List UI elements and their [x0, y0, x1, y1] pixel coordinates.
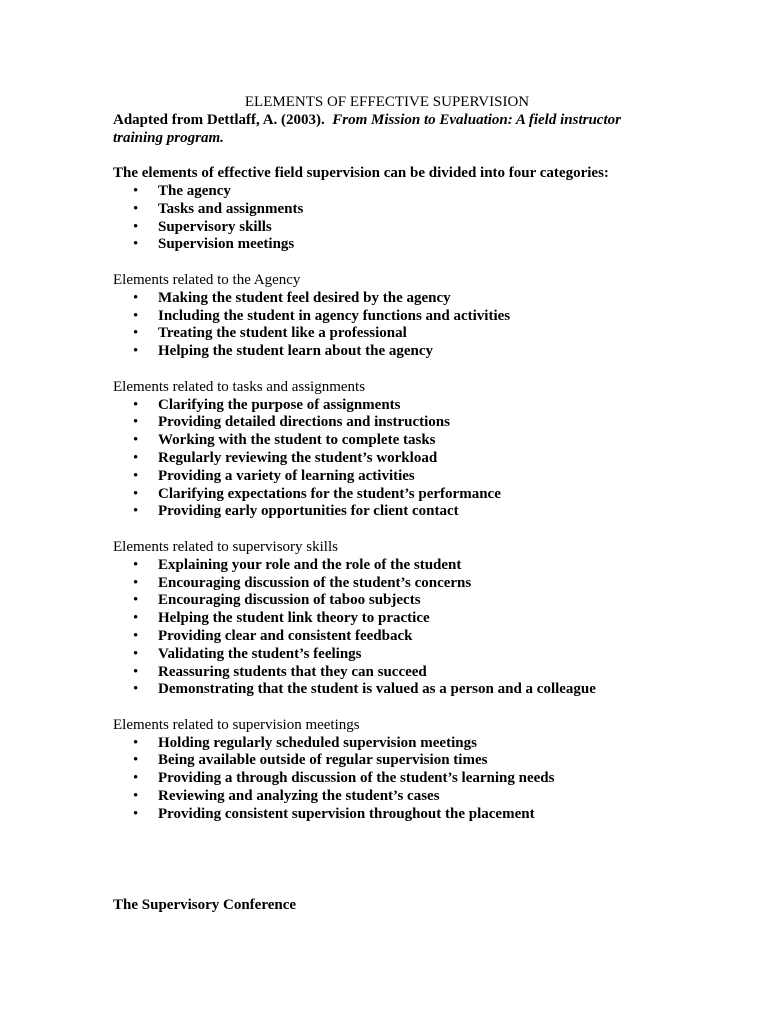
bullet-icon: •	[133, 503, 139, 520]
list-item: • Tasks and assignments	[133, 200, 304, 217]
section-heading-tasks: Elements related to tasks and assignments	[113, 378, 366, 395]
section-list-skills	[113, 557, 653, 699]
bullet-icon: •	[133, 788, 139, 805]
bullet-icon: •	[133, 592, 139, 609]
list-item: • Being available outside of regular supervision times	[133, 752, 488, 769]
bullet-icon: •	[133, 218, 139, 235]
list-item: • Helping the student learn about the agency	[133, 343, 434, 360]
bullet-icon: •	[133, 236, 139, 253]
list-item: • Demonstrating that the student is valued as a person and a colleague	[133, 681, 596, 698]
bullet-icon: •	[133, 307, 139, 324]
list-item: • Making the student feel desired by the agency	[133, 289, 451, 306]
list-item: • Supervisory skills	[133, 218, 272, 235]
list-item: • Supervision meetings	[133, 236, 295, 253]
bullet-icon: •	[133, 432, 139, 449]
list-item: • Including the student in agency functions and activities	[133, 307, 511, 324]
bullet-icon: •	[133, 289, 139, 306]
list-item: • Validating the student’s feelings	[133, 645, 362, 662]
bullet-icon: •	[133, 681, 139, 698]
list-item: • Providing a variety of learning activities	[133, 467, 415, 484]
bullet-icon: •	[133, 556, 139, 573]
bullet-icon: •	[133, 805, 139, 822]
bullet-icon: •	[133, 574, 139, 591]
section-list-tasks	[113, 397, 653, 522]
section-heading-agency: Elements related to the Agency	[113, 271, 301, 288]
list-item: • Reassuring students that they can succeed	[133, 663, 427, 680]
document-title: ELEMENTS OF EFFECTIVE SUPERVISION	[244, 94, 530, 110]
list-item: • Encouraging discussion of the student’s concerns	[133, 574, 472, 591]
bullet-icon: •	[133, 610, 139, 627]
bullet-icon: •	[133, 467, 139, 484]
list-item: • Providing a through discussion of the student’s learning needs	[133, 770, 555, 787]
bullet-icon: •	[133, 752, 139, 769]
next-section-heading: The Supervisory Conference	[113, 897, 297, 913]
bullet-icon: •	[133, 414, 139, 431]
bullet-icon: •	[133, 449, 139, 466]
intro-list	[113, 183, 653, 254]
list-item: • Holding regularly scheduled supervision meetings	[133, 734, 477, 751]
list-item: • Explaining your role and the role of the student	[133, 556, 462, 573]
bullet-icon: •	[133, 396, 139, 413]
list-item: • The agency	[133, 182, 231, 199]
bullet-icon: •	[133, 182, 139, 199]
list-item: • Encouraging discussion of taboo subjects	[133, 592, 421, 609]
list-item: • Helping the student link theory to practice	[133, 610, 430, 627]
bullet-icon: •	[133, 770, 139, 787]
section-heading-skills: Elements related to supervisory skills	[113, 538, 338, 555]
list-item: • Working with the student to complete tasks	[133, 432, 436, 449]
bullet-icon: •	[133, 663, 139, 680]
section-list-agency	[113, 290, 653, 361]
list-item: • Treating the student like a professional	[133, 325, 407, 342]
list-item: • Regularly reviewing the student’s workload	[133, 449, 438, 466]
list-item: • Providing consistent supervision throughout the placement	[133, 805, 535, 822]
section-heading-meetings: Elements related to supervision meetings	[113, 716, 360, 733]
section-list-meetings	[113, 735, 653, 824]
list-item: • Reviewing and analyzing the student’s cases	[133, 788, 440, 805]
document-page	[113, 94, 653, 824]
list-item: • Clarifying expectations for the student’s performance	[133, 485, 501, 502]
citation-work: From Mission to Evaluation: A field instructor training program.	[113, 111, 621, 146]
bullet-icon: •	[133, 645, 139, 662]
list-item: • Providing detailed directions and instructions	[133, 414, 450, 431]
bullet-icon: •	[133, 200, 139, 217]
bullet-icon: •	[133, 627, 139, 644]
intro-paragraph: The elements of effective field supervision can be divided into four categories:	[113, 165, 609, 182]
citation-author: Adapted from Dettlaff, A. (2003).	[113, 111, 325, 128]
bullet-icon: •	[133, 485, 139, 502]
list-item: • Clarifying the purpose of assignments	[133, 396, 401, 413]
list-item: • Providing early opportunities for client contact	[133, 503, 459, 520]
bullet-icon: •	[133, 343, 139, 360]
bullet-icon: •	[133, 325, 139, 342]
citation	[113, 112, 653, 148]
list-item: • Providing clear and consistent feedback	[133, 627, 413, 644]
bullet-icon: •	[133, 734, 139, 751]
